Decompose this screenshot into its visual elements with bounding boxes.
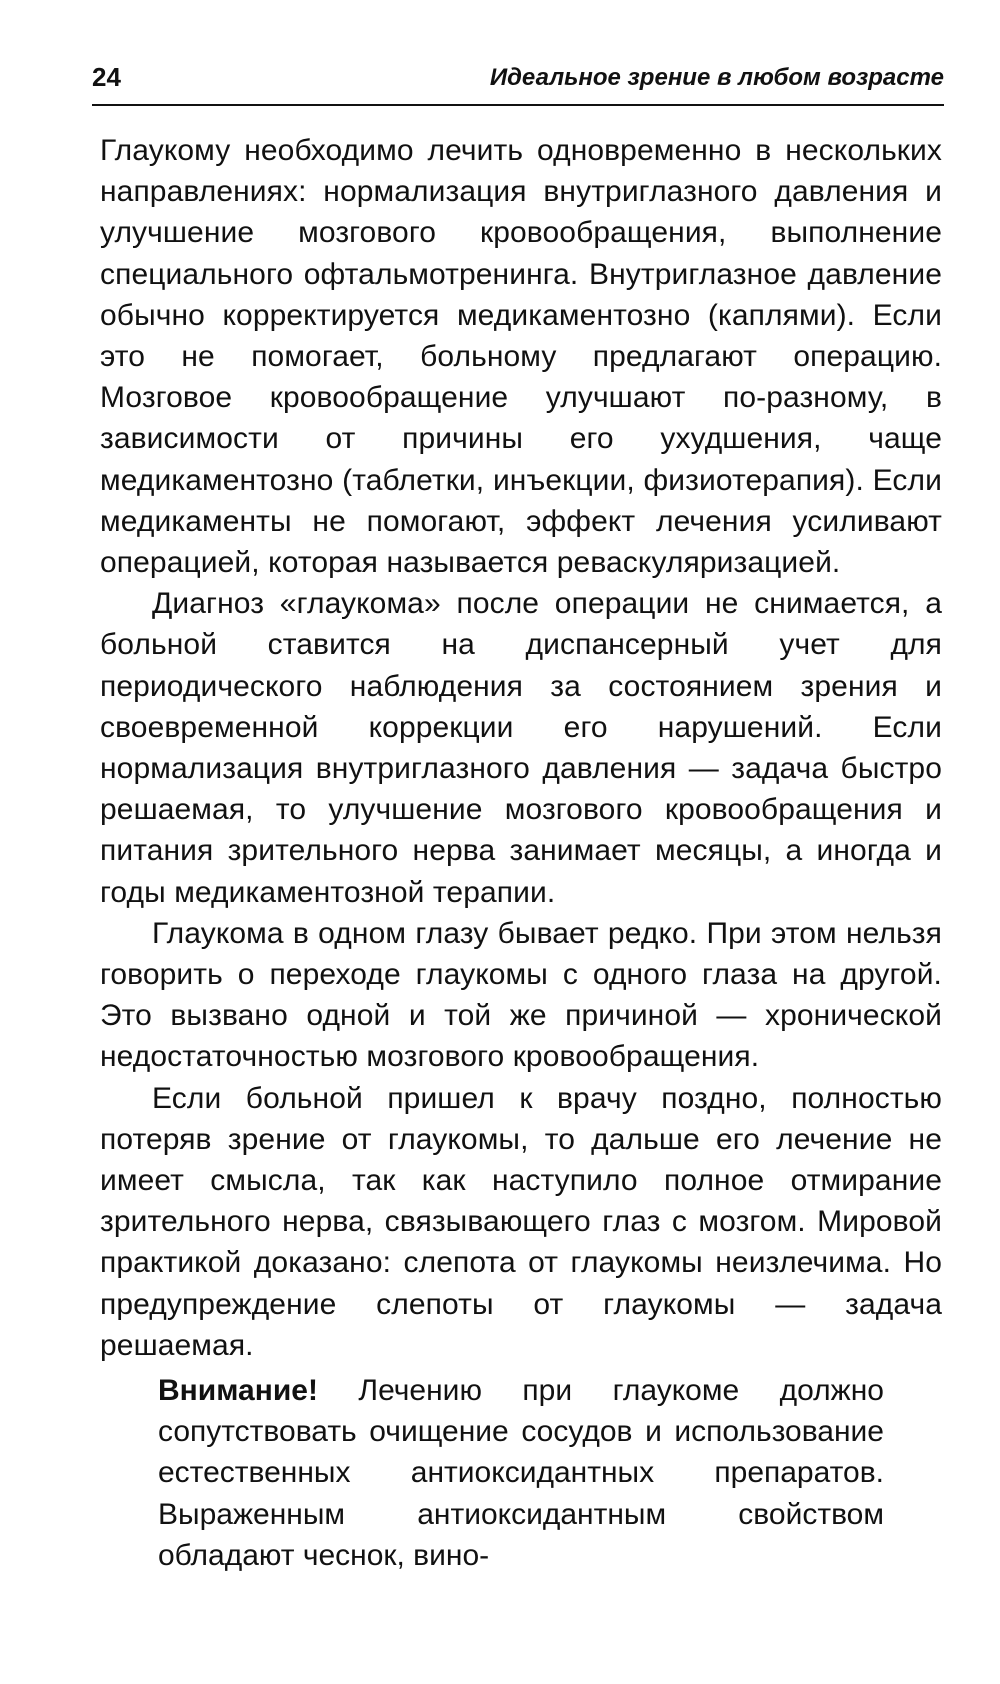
page-header: [92, 60, 944, 106]
notice-paragraph: [158, 1370, 884, 1576]
notice-block: [158, 1370, 884, 1576]
page-number: 24: [92, 62, 121, 92]
paragraph: Глаукома в одном глазу бывает редко. При этом нельзя говорить о переходе глаукомы с одного глаза на другой. Это вызвано одной и той же причиной — хронической недостаточностью мозгового кровообращения.: [100, 916, 942, 1074]
paragraph: Диагноз «глаукома» после операции не снимается, а больной ставится на диспансерный учет для периодического наблюдения за состоянием зрения и своевременной коррекции его нарушений. Если нормализация внутриглазного давления — задача быстро решаемая, то улучшение мозгового кровообращения и питания зрительного нерва занимает месяцы, а иногда и годы медикаментозной терапии.: [100, 587, 942, 909]
notice-text: Лечению при глаукоме должно сопутствовать очищение сосудов и использование естественных антиоксидантных препаратов. Выраженным антиоксидантным свойством обладают чеснок, вино-: [158, 1374, 884, 1572]
notice-label: Внимание!: [158, 1374, 318, 1407]
running-title: Идеальное зрение в любом возрасте: [489, 64, 944, 91]
paragraph: Если больной пришел к врачу поздно, полностью потеряв зрение от глаукомы, то дальше его лечение не имеет смысла, так как наступило полное отмирание зрительного нерва, связывающего глаз с мозгом. Мировой практикой доказано: слепота от глаукомы неизлечима. Но предупреждение слепоты от глаукомы — задача решаемая.: [100, 1081, 942, 1362]
main-text: [100, 130, 942, 1366]
paragraph: Глаукому необходимо лечить одновременно в нескольких направлениях: нормализация внутриглазного давления и улучшение мозгового кровообращения, выполнение специального офтальмотренинга. Внутриглазное давление обычно корректируется медикаментозно (каплями). Если это не помогает, больному предлагают операцию. Мозговое кровообращение улучшают по-разному, в зависимости от причины его ухудшения, чаще медикаментозно (таблетки, инъекции, физиотерапия). Если медикаменты не помогают, эффект лечения усиливают операцией, которая называется реваскуляризацией.: [100, 134, 942, 580]
